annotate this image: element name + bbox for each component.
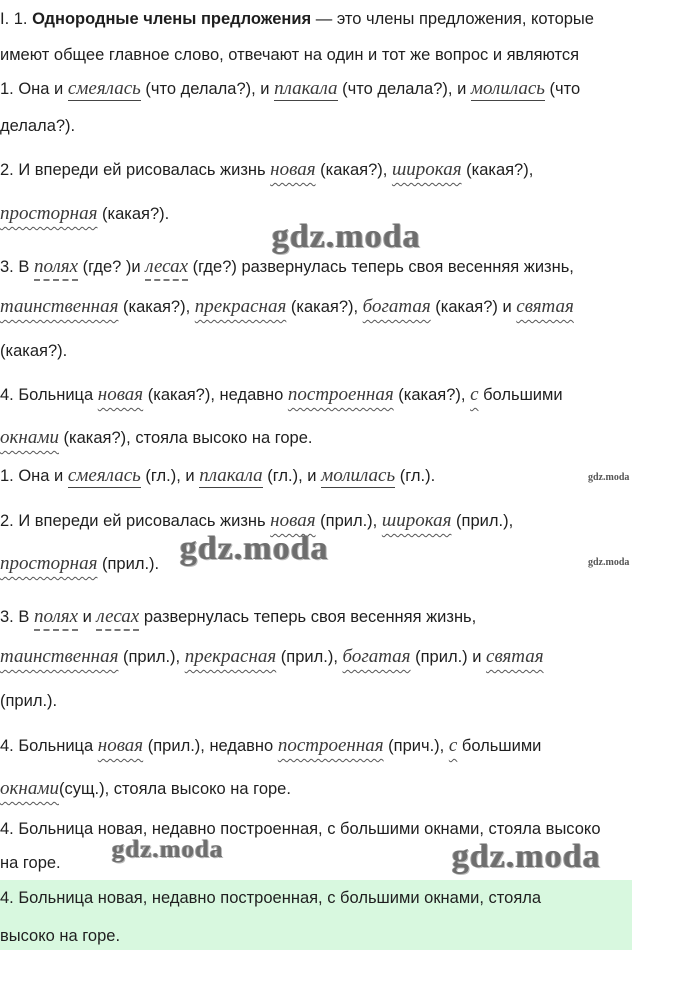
handwritten-word: смеялась — [67, 78, 141, 99]
handwritten-word: новая — [270, 510, 316, 531]
text-fragment: (какая?). — [97, 205, 170, 223]
handwritten-word: построенная — [277, 735, 384, 756]
definition-line-2: имеют общее главное слово, отвечают на один и тот же вопрос и являются — [0, 46, 580, 64]
parsed-4 — [0, 736, 541, 756]
parsed-1 — [0, 466, 435, 486]
section-number: I. 1. — [0, 10, 33, 28]
text-fragment: (что делала?), и — [337, 80, 471, 98]
text-fragment: 3. В — [0, 258, 34, 276]
parsed-3-cont — [0, 647, 544, 667]
text-fragment: 3. В — [0, 608, 34, 626]
watermark: gdz.moda — [180, 530, 329, 567]
sentence-1-tail: делала?). — [0, 117, 76, 135]
highlighted-answer-line-2: высоко на горе. — [0, 927, 121, 945]
sentence-2-cont — [0, 204, 169, 224]
text-fragment: (прил.), — [451, 512, 514, 530]
sentence-3-cont — [0, 297, 574, 317]
definition-line-1 — [0, 9, 594, 29]
watermark: gdz.moda — [272, 218, 421, 255]
handwritten-word: молилась — [321, 465, 396, 486]
parsed-3 — [0, 607, 476, 627]
handwritten-word: полях — [34, 256, 78, 281]
sentence-3-tail: (какая?). — [0, 342, 68, 360]
parsed-4-cont — [0, 779, 291, 799]
text-fragment: (прил.), — [276, 648, 343, 666]
watermark: gdz.moda — [112, 836, 224, 863]
handwritten-word: окнами — [0, 778, 59, 799]
handwritten-word: смеялась — [67, 465, 141, 486]
text-fragment: развернулась теперь своя весенняя жизнь, — [139, 608, 477, 626]
handwritten-word: плакала — [274, 78, 338, 99]
watermark: gdz.moda — [452, 838, 601, 875]
text-fragment: и — [78, 608, 97, 626]
text-fragment: 2. И впереди ей рисовалась жизнь — [0, 161, 271, 179]
sentence-4 — [0, 385, 563, 405]
text-fragment: (какая?), — [315, 161, 392, 179]
text-fragment: большими — [457, 737, 542, 755]
handwritten-word: плакала — [199, 465, 263, 486]
parsed-2 — [0, 511, 513, 531]
definition-text: — это члены предложения, которые — [311, 10, 594, 28]
definition-term: Однородные члены предложения — [32, 10, 312, 28]
text-fragment: (какая?), недавно — [143, 386, 288, 404]
sentence-4-cont — [0, 428, 313, 448]
handwritten-word: святая — [516, 296, 574, 317]
handwritten-word: таинственная — [0, 296, 119, 317]
sentence-1 — [0, 79, 580, 99]
parsed-2-cont — [0, 554, 159, 574]
final-sentence-line-1: 4. Больница новая, недавно построенная, с большими окнами, стояла высоко — [0, 820, 601, 838]
text-fragment: 1. Она и — [0, 80, 68, 98]
text-fragment: (прич.), — [383, 737, 449, 755]
text-fragment: 4. Больница — [0, 386, 98, 404]
text-fragment: большими — [478, 386, 563, 404]
sentence-2 — [0, 160, 533, 180]
text-fragment: (прил.), недавно — [143, 737, 278, 755]
text-fragment: (где?) развернулась теперь своя весенняя жизнь, — [188, 258, 574, 276]
text-fragment: 2. И впереди ей рисовалась жизнь — [0, 512, 271, 530]
text-fragment: (какая?) и — [430, 298, 517, 316]
text-fragment: (прил.). — [97, 555, 160, 573]
text-fragment: (какая?), стояла высоко на горе. — [58, 429, 313, 447]
highlighted-answer-line-1: 4. Больница новая, недавно построенная, с большими окнами, стояла — [0, 889, 542, 907]
text-fragment: (сущ.), стояла высоко на горе. — [58, 780, 291, 798]
handwritten-word: просторная — [0, 203, 98, 224]
text-fragment: (прил.), — [315, 512, 382, 530]
text-fragment: (гл.), и — [140, 467, 200, 485]
parsed-3-tail: (прил.). — [0, 692, 58, 710]
text-fragment: (что делала?), и — [140, 80, 275, 98]
handwritten-word: широкая — [391, 159, 462, 180]
watermark: gdz.moda — [588, 557, 630, 568]
handwritten-word: просторная — [0, 553, 98, 574]
text-fragment: (гл.), и — [262, 467, 322, 485]
handwritten-word: новая — [270, 159, 316, 180]
handwritten-word: полях — [34, 606, 78, 631]
handwritten-word: новая — [97, 384, 144, 405]
handwritten-word: с — [470, 384, 479, 405]
handwritten-word: построенная — [287, 384, 394, 405]
text-fragment: (прил.), — [118, 648, 185, 666]
text-fragment: (где? )и — [78, 258, 146, 276]
text-fragment: (гл.). — [395, 467, 436, 485]
handwritten-word: святая — [486, 646, 544, 667]
handwritten-word: широкая — [381, 510, 452, 531]
handwritten-word: лесах — [96, 606, 139, 631]
handwritten-word: новая — [97, 735, 144, 756]
handwritten-word: молилась — [470, 78, 545, 99]
handwritten-word: окнами — [0, 427, 59, 448]
text-fragment: (какая?), — [461, 161, 534, 179]
handwritten-word: богатая — [362, 296, 431, 317]
text-fragment: (прил.) и — [410, 648, 487, 666]
text-fragment: (что — [544, 80, 581, 98]
text-fragment: 1. Она и — [0, 467, 68, 485]
handwritten-word: прекрасная — [184, 646, 277, 667]
handwritten-word: таинственная — [0, 646, 119, 667]
sentence-3 — [0, 257, 574, 277]
text-fragment: (какая?), — [286, 298, 363, 316]
handwritten-word: с — [448, 735, 458, 756]
handwritten-word: богатая — [342, 646, 411, 667]
handwritten-word: прекрасная — [194, 296, 287, 317]
handwritten-word: лесах — [145, 256, 188, 281]
watermark: gdz.moda — [588, 472, 630, 483]
text-fragment: (какая?), — [118, 298, 195, 316]
text-fragment: (какая?), — [393, 386, 471, 404]
final-sentence-line-2: на горе. — [0, 854, 61, 872]
text-fragment: 4. Больница — [0, 737, 98, 755]
